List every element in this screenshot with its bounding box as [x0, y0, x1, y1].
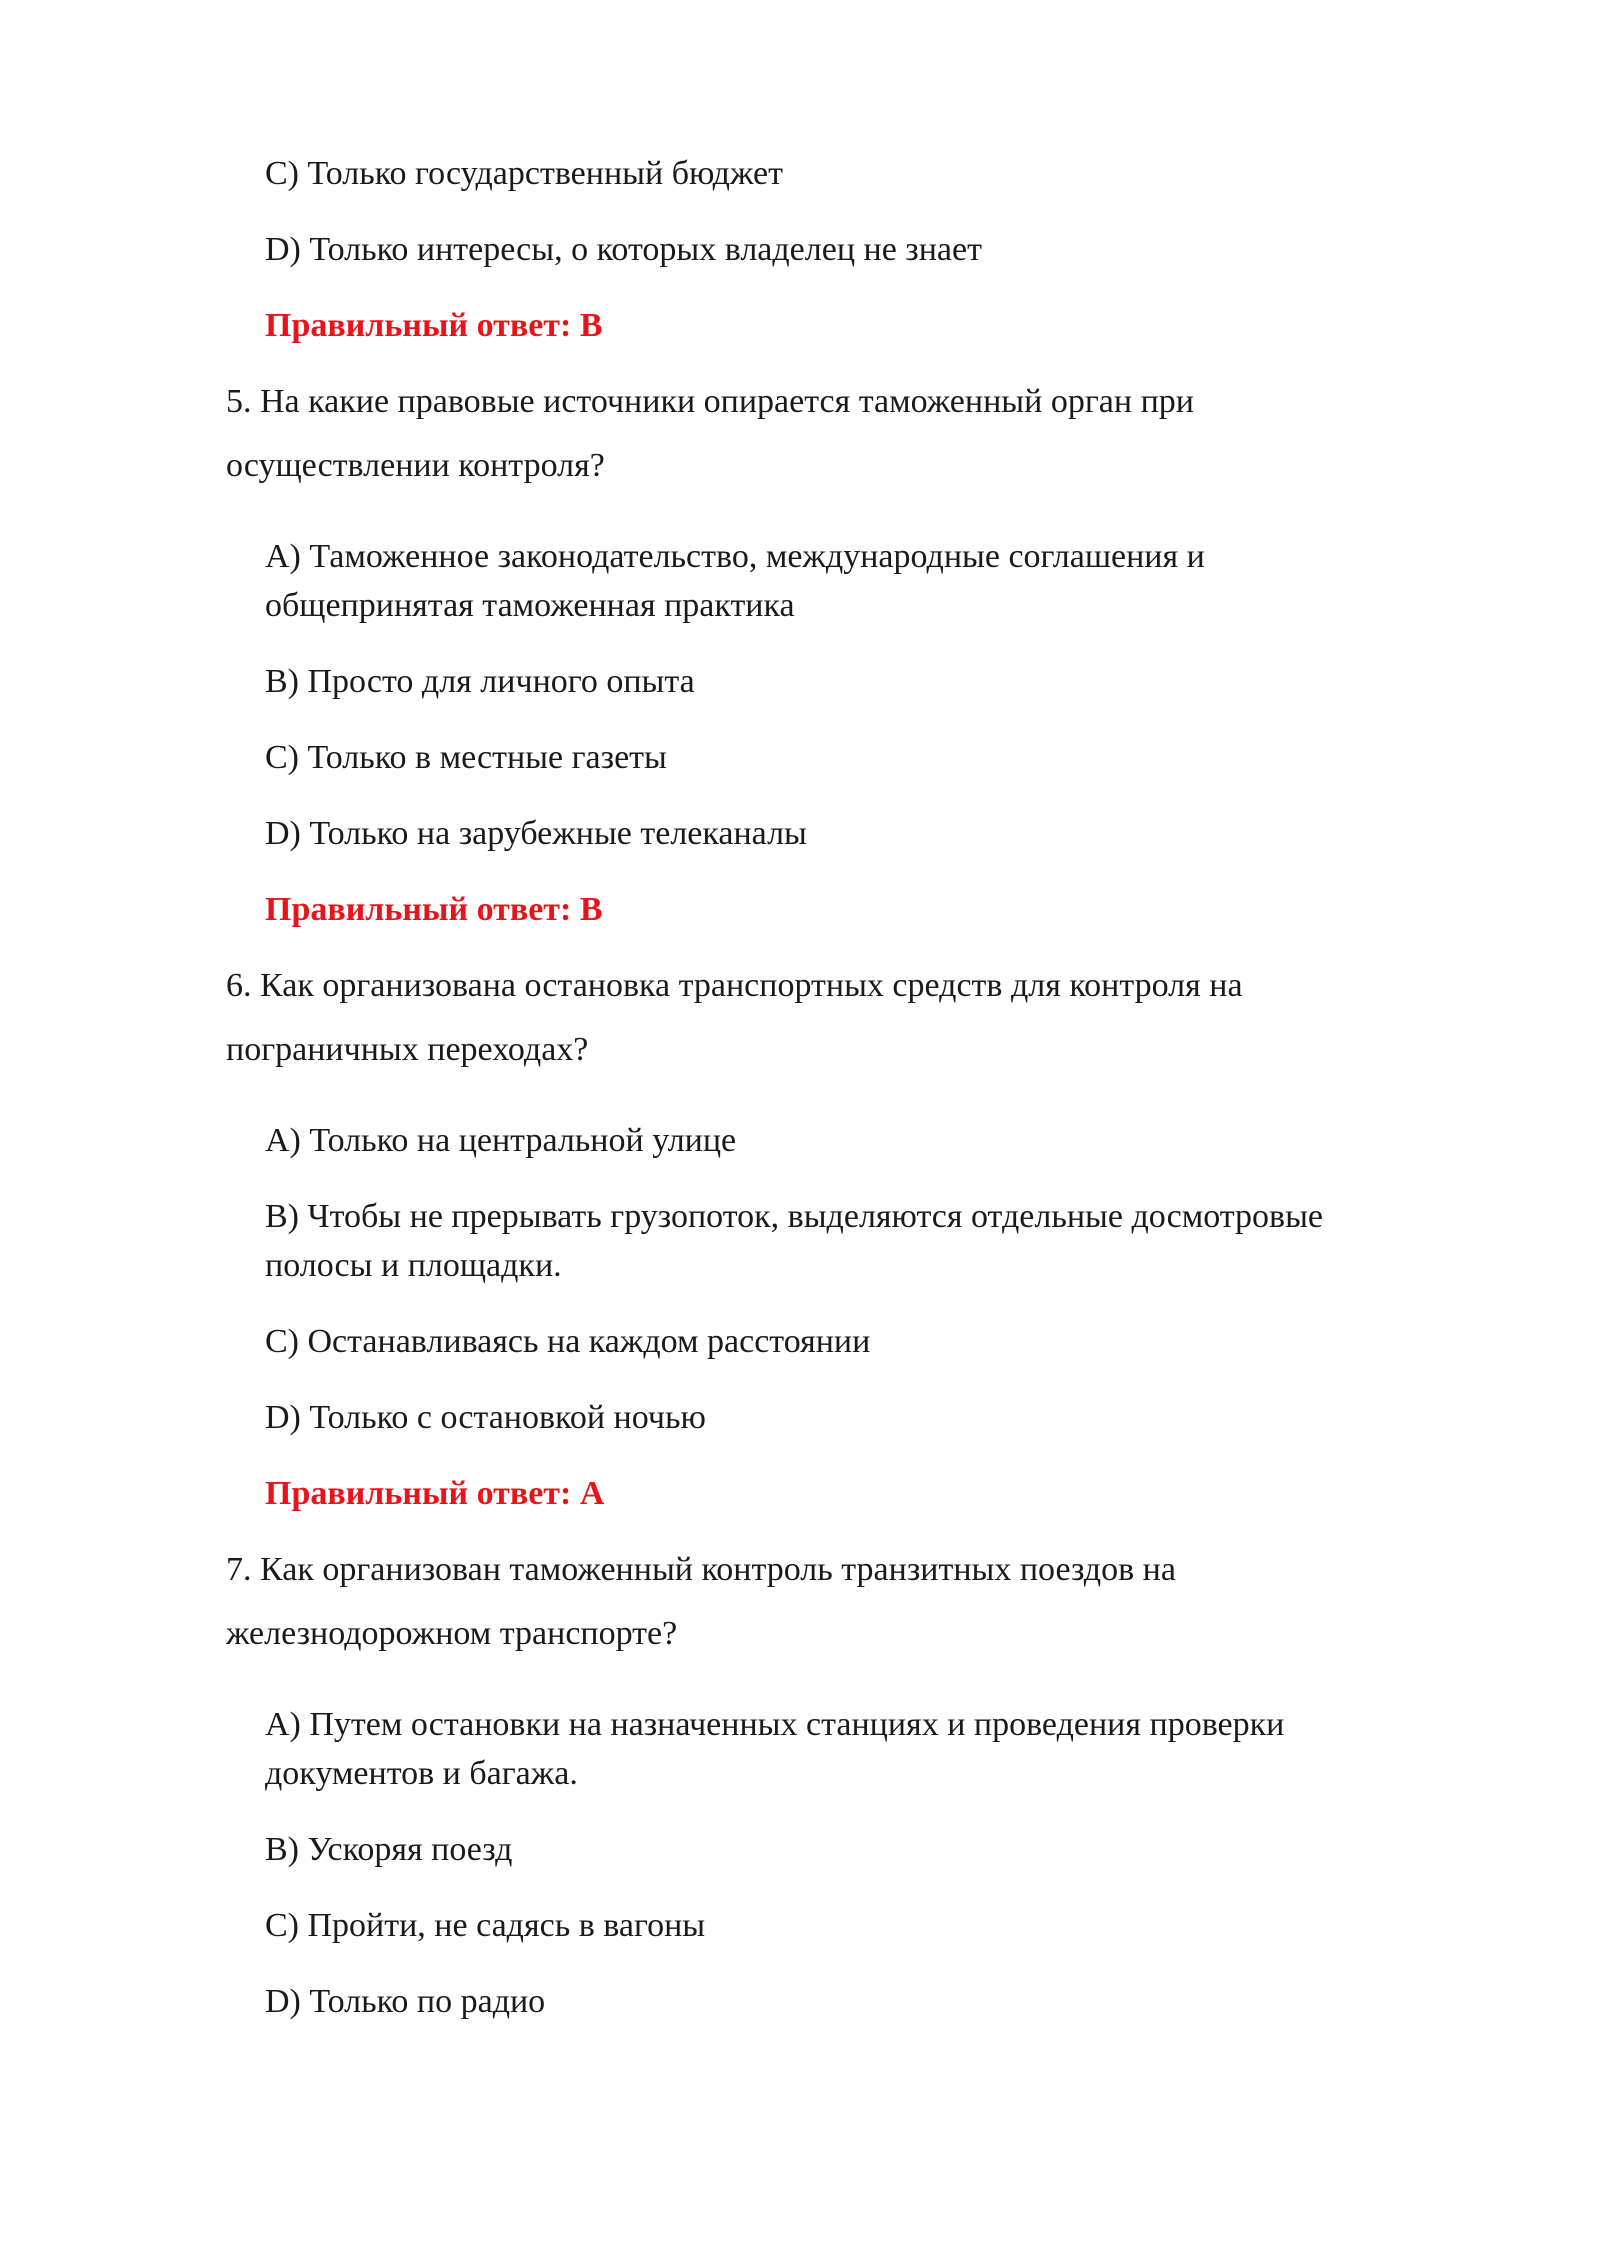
- question-5-option-d: D) Только на зарубежные телеканалы: [265, 815, 807, 852]
- question-7-option-a-cont: документов и багажа.: [265, 1755, 578, 1792]
- question-6-option-b-cont: полосы и площадки.: [265, 1247, 562, 1284]
- question-6-option-a: A) Только на центральной улице: [265, 1122, 737, 1159]
- correct-answer: Правильный ответ: B: [265, 307, 603, 344]
- question-7-option-c: C) Пройти, не садясь в вагоны: [265, 1907, 706, 1944]
- question-6-correct-answer: Правильный ответ: A: [265, 1475, 605, 1512]
- question-5-option-a: A) Таможенное законодательство, международные соглашения и: [265, 538, 1205, 575]
- question-7-option-b: B) Ускоряя поезд: [265, 1831, 513, 1868]
- question-7-text: 7. Как организован таможенный контроль транзитных поездов на: [226, 1551, 1176, 1588]
- option-c: C) Только государственный бюджет: [265, 155, 783, 192]
- option-d: D) Только интересы, о которых владелец не знает: [265, 231, 982, 268]
- question-6-option-b: B) Чтобы не прерывать грузопоток, выделяются отдельные досмотровые: [265, 1198, 1324, 1235]
- question-5-option-c: C) Только в местные газеты: [265, 739, 667, 776]
- question-5-correct-answer: Правильный ответ: B: [265, 891, 603, 928]
- question-7-option-d: D) Только по радио: [265, 1983, 546, 2020]
- question-5-option-a-cont: общепринятая таможенная практика: [265, 587, 795, 624]
- question-7-text-cont: железнодорожном транспорте?: [226, 1615, 678, 1652]
- question-6-option-c: C) Останавливаясь на каждом расстоянии: [265, 1323, 871, 1360]
- question-7-option-a: A) Путем остановки на назначенных станциях и проведения проверки: [265, 1706, 1285, 1743]
- question-5-text-cont: осуществлении контроля?: [226, 447, 605, 484]
- question-6-option-d: D) Только с остановкой ночью: [265, 1399, 706, 1436]
- question-6-text: 6. Как организована остановка транспортных средств для контроля на: [226, 967, 1243, 1004]
- question-5-text: 5. На какие правовые источники опирается таможенный орган при: [226, 383, 1194, 420]
- question-5-option-b: B) Просто для личного опыта: [265, 663, 695, 700]
- question-6-text-cont: пограничных переходах?: [226, 1031, 589, 1068]
